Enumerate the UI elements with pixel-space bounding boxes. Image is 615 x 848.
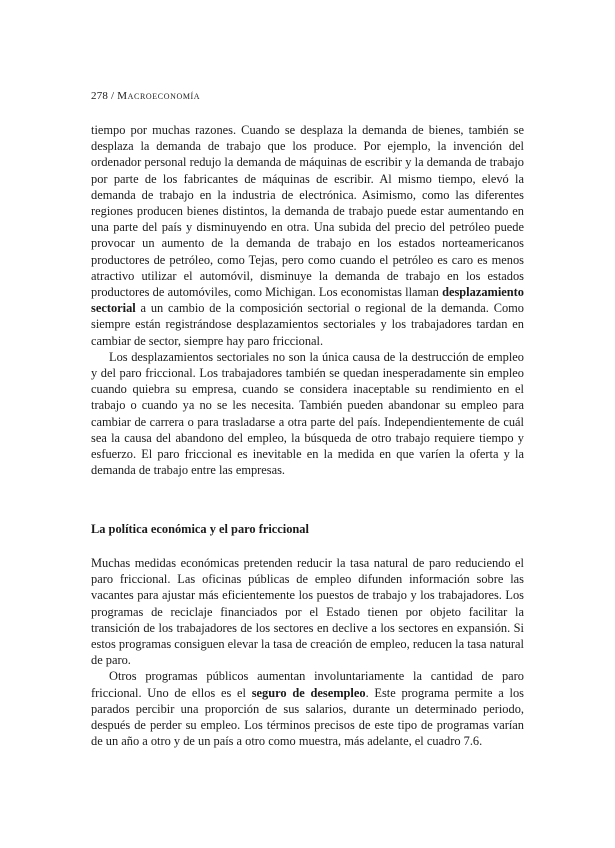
paragraph-text: Otros programas públicos aumentan involuntariamente la cantidad de paro friccional. Uno de ellos es el xyxy=(91,669,524,700)
running-head xyxy=(91,90,200,102)
section-heading: La política económica y el paro friccional xyxy=(91,522,309,536)
paragraph-text: a un cambio de la composición sectorial o regional de la demanda. Como siempre están registrándose desplazamientos sectoriales y los trabajadores tardan en cambiar de sector, siempre hay paro friccional. xyxy=(91,301,524,348)
paragraph: Los desplazamientos sectoriales no son la única causa de la destrucción de empleo y del paro friccional. Los trabajadores también se quedan inesperadamente sin empleo cuando quiebra su empresa, cuando se considera inaceptable su rendimiento en el trabajo o cuando ya no se les necesita. También pueden abandonar su empleo para cambiar de carrera o para trasladarse a otra parte del país. Independientemente de cuál sea la causa del abandono del empleo, la búsqueda de otro trabajo requiere tiempo y esfuerzo. El paro friccional es inevitable en la medida en que varíen la oferta y la demanda de trabajo entre las empresas. xyxy=(91,349,524,478)
section-body-text xyxy=(91,555,524,749)
paragraph-continued xyxy=(91,122,524,349)
paragraph: Muchas medidas económicas pretenden reducir la tasa natural de paro reduciendo el paro friccional. Las oficinas públicas de empleo difunden información sobre las vacantes para ajustar más eficientemente los puestos de trabajo y los trabajadores. Los programas de reciclaje financiados por el Estado tienen por objeto facilitar la transición de los trabajadores de los sectores en declive a los sectores en expansión. Si estos programas consiguen elevar la tasa de creación de empleo, reducen la tasa natural de paro. xyxy=(91,556,524,668)
header-separator: / xyxy=(108,90,118,102)
paragraph-text: . Este programa permite a los parados percibir una proporción de sus salarios, durante un determinado periodo, después de perder su empleo. Los términos precisos de este tipo de programas varían de un año a otro y de un país a otro como muestra, más adelante, el cuadro 7.6. xyxy=(91,685,524,749)
page-number: 278 xyxy=(91,90,109,102)
key-term-desplazamiento-sectorial: desplazamiento sectorial xyxy=(91,285,524,316)
paragraph-text: tiempo por muchas razones. Cuando se desplaza la demanda de bienes, también se desplaza la demanda de trabajo que los produce. Por ejemplo, la invención del ordenador personal redujo la demanda de máquinas de escribir y la demanda de trabajo por parte de los fabricantes de máquinas de escribir. Al mismo tiempo, elevó la demanda de trabajo en la industria de electrónica. Asimismo, como las diferentes regiones producen bienes distintos, la demanda de trabajo puede estar aumentando en una parte del país y disminuyendo en otra. Una subida del precio del petróleo puede provocar un aumento de la demanda de trabajo en los estados norteamericanos productores de petróleo, como Tejas, pero como cuando el petróleo es caro es menos atractivo utilizar el automóvil, disminuye la demanda de trabajo en los estados productores de automóviles, como Michigan. Los economistas llaman xyxy=(91,123,524,300)
body-text xyxy=(91,122,524,478)
paragraph xyxy=(91,668,524,749)
book-title: Macroeconomía xyxy=(117,90,201,102)
key-term-seguro-de-desempleo: seguro de desempleo xyxy=(251,685,366,700)
